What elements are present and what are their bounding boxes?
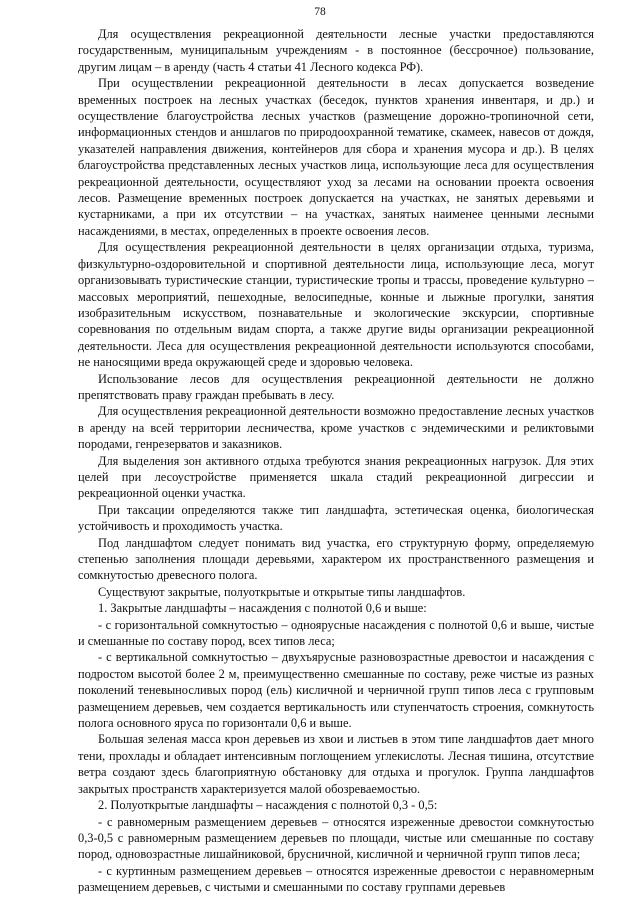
page-number: 78 xyxy=(314,6,326,18)
paragraph: Под ландшафтом следует понимать вид участка, его структурную форму, определяемую степенью заполнения площади деревьями, характером их пространственного размещения и сомкнутостью древесного полога. xyxy=(78,535,594,583)
paragraph: Для выделения зон активного отдыха требуются знания рекреационных нагрузок. Для этих целей при лесоустройстве применяется шкала стадий рекреационной дигрессии и рекреационной оценки участка. xyxy=(78,453,594,501)
paragraph: - с вертикальной сомкнутостью – двухъярусные разновозрастные древостои и насаждения с подростом высотой более 2 м, преимущественно смешанные по составу, реже чистые из разных поколений теневыносливых пород (ель) кисличной и черничной групп типов леса с групповым размещением деревьев, чем создается вертикальность или ступенчатость строения, сомкнутость полога основного яруса по горизонтали 0,6 и выше. xyxy=(78,650,594,731)
paragraph: 1. Закрытые ландшафты – насаждения с полнотой 0,6 и выше: xyxy=(98,601,427,616)
document-body xyxy=(78,26,594,896)
paragraph: Для осуществления рекреационной деятельности возможно предоставление лесных участков в аренду на всей территории лесничества, кроме участков с эндемическими и реликтовыми породами, генрезерватов и заказников. xyxy=(78,404,594,452)
paragraph: - с куртинным размещением деревьев – относятся изреженные древостои с неравномерным размещением деревьев, с чистыми и смешанными по составу группами деревьев xyxy=(78,863,594,895)
paragraph: Большая зеленая масса крон деревьев из хвои и листьев в этом типе ландшафтов дает много тени, прохлады и обладает интенсивным поглощением углекислоты. Лесная тишина, отсутствие ветра создают здесь благоприятную обстановку для отдыха и прогулок. Группа ландшафтов закрытых пространств характеризуется малой обозреваемостью. xyxy=(78,732,594,796)
paragraph: - с горизонтальной сомкнутостью – одноярусные насаждения с полнотой 0,6 и выше, чистые и смешанные по составу пород, всех типов леса; xyxy=(78,617,594,649)
paragraph: Использование лесов для осуществления рекреационной деятельности не должно препятствовать праву граждан пребывать в лесу. xyxy=(78,371,594,402)
paragraph: Существуют закрытые, полуоткрытые и открытые типы ландшафтов. xyxy=(98,584,466,599)
paragraph: - с равномерным размещением деревьев – относятся изреженные древостои сомкнутостью 0,3-0,5 с равномерным размещением деревьев по площади, чистые или смешанные по составу пород, одновозрастные лишайниковой, брусничной, кисличной и черничной групп типов леса; xyxy=(78,814,594,862)
paragraph: Для осуществления рекреационной деятельности в целях организации отдыха, туризма, физкультурно-оздоровительной и спортивной деятельности лица, использующие леса, могут организовывать туристические станции, туристические тропы и трассы, проведение культурно – массовых мероприятий, пешеходные, велосипедные, конные и лыжные прогулки, занятия изобразительным искусством, познавательные и экологические экскурсии, спортивные соревнования по отдельным видам спорта, а также другие виды организации рекреационной деятельности. Леса для осуществления рекреационной деятельности используются способами, не наносящими вреда окружающей среде и здоровью человека. xyxy=(78,240,594,370)
paragraph: 2. Полуоткрытые ландшафты – насаждения с полнотой 0,3 - 0,5: xyxy=(98,798,438,813)
paragraph: При таксации определяются также тип ландшафта, эстетическая оценка, биологическая устойчивость и проходимость участка. xyxy=(78,502,594,534)
paragraph: Для осуществления рекреационной деятельности лесные участки предоставляются государственным, муниципальным учреждениям - в постоянное (бессрочное) пользование, другим лицам – в аренду (часть 4 статьи 41 Лесного кодекса РФ). xyxy=(78,27,594,74)
paragraph: При осуществлении рекреационной деятельности в лесах допускается возведение временных построек на лесных участках (беседок, пунктов хранения инвентаря, и др.) и осуществление благоустройства лесных участков (размещение дорожно-тропиночной сети, информационных стендов и аншлагов по природоохранной тематике, скамеек, навесов от дождя, указателей направления движения, контейнеров для сбора и хранения мусора и др.). В целях благоустройства представленных лесных участков лица, использующие леса для осуществления рекреационной деятельности, осуществляют уход за лесами на основании проекта освоения лесов. Размещение временных построек допускается на участках, не занятых деревьями и кустарниками, а при их отсутствии – на участках, занятых наименее ценными лесными насаждениями, в местах, определенных в проекте освоения лесов. xyxy=(78,76,594,238)
